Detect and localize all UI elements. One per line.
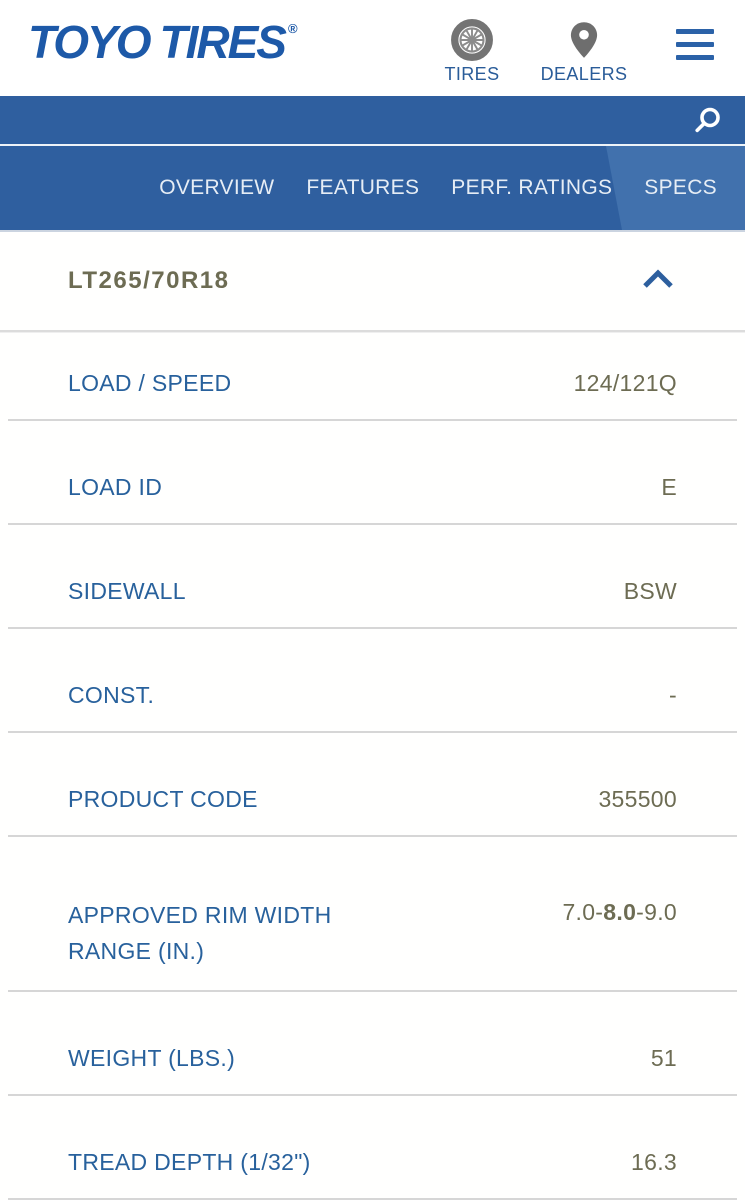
tire-size-accordion-header[interactable] <box>0 232 745 330</box>
spec-value: 124/121Q <box>573 370 677 396</box>
logo-text-tires: TIRES <box>159 16 285 68</box>
spec-value: E <box>661 474 677 500</box>
spec-row-rim-width <box>0 837 745 990</box>
hamburger-bar <box>676 55 714 60</box>
spec-row-construction <box>0 629 745 731</box>
spec-label: APPROVED RIM WIDTH RANGE (IN.) <box>68 902 332 964</box>
spec-label: WEIGHT (LBS.) <box>68 1045 236 1071</box>
tab-specs[interactable]: SPECS <box>644 176 717 199</box>
dealers-link-label: DEALERS <box>540 64 628 84</box>
header-shortcut-tires[interactable] <box>436 18 508 85</box>
spec-value: 51 <box>650 1045 677 1071</box>
search-icon[interactable] <box>691 105 723 142</box>
hamburger-bar <box>676 29 714 34</box>
toyo-tires-logo[interactable] <box>28 16 298 68</box>
spec-label: SIDEWALL <box>68 578 186 604</box>
spec-label: LOAD ID <box>68 474 163 500</box>
tire-icon <box>436 18 508 62</box>
product-tab-nav <box>0 146 745 232</box>
spec-label: PRODUCT CODE <box>68 786 258 812</box>
tab-overview[interactable]: OVERVIEW <box>159 176 275 199</box>
hamburger-bar <box>676 42 714 47</box>
spec-value: 7.0-8.0-9.0 <box>562 899 677 925</box>
hamburger-menu-icon[interactable] <box>676 29 714 60</box>
map-pin-icon <box>537 18 631 62</box>
spec-row-load-id <box>0 421 745 523</box>
site-header <box>0 0 745 96</box>
spec-row-tread-depth <box>0 1096 745 1198</box>
tires-link-label: TIRES <box>444 64 500 84</box>
spec-value: - <box>669 682 677 708</box>
spec-value: BSW <box>623 578 677 604</box>
spec-value: 16.3 <box>631 1149 677 1175</box>
spec-label: CONST. <box>68 682 155 708</box>
spec-row-sidewall <box>0 525 745 627</box>
logo-text-toyo: TOYO <box>28 16 150 68</box>
spec-row-product-code <box>0 733 745 835</box>
header-shortcut-dealers[interactable] <box>537 18 631 85</box>
spec-label: TREAD DEPTH (1/32") <box>68 1149 311 1175</box>
tire-size-title: LT265/70R18 <box>68 267 230 294</box>
spec-label: LOAD / SPEED <box>68 370 232 396</box>
tab-features[interactable]: FEATURES <box>306 176 420 199</box>
tab-perf-ratings[interactable]: PERF. RATINGS <box>451 176 613 199</box>
search-bar[interactable] <box>0 96 745 144</box>
spec-value: 355500 <box>598 786 677 812</box>
spec-row-weight <box>0 992 745 1094</box>
spec-table <box>0 332 745 1200</box>
spec-row-load-speed <box>0 332 745 419</box>
registered-trademark: ® <box>287 21 298 36</box>
chevron-up-icon[interactable] <box>641 268 675 295</box>
